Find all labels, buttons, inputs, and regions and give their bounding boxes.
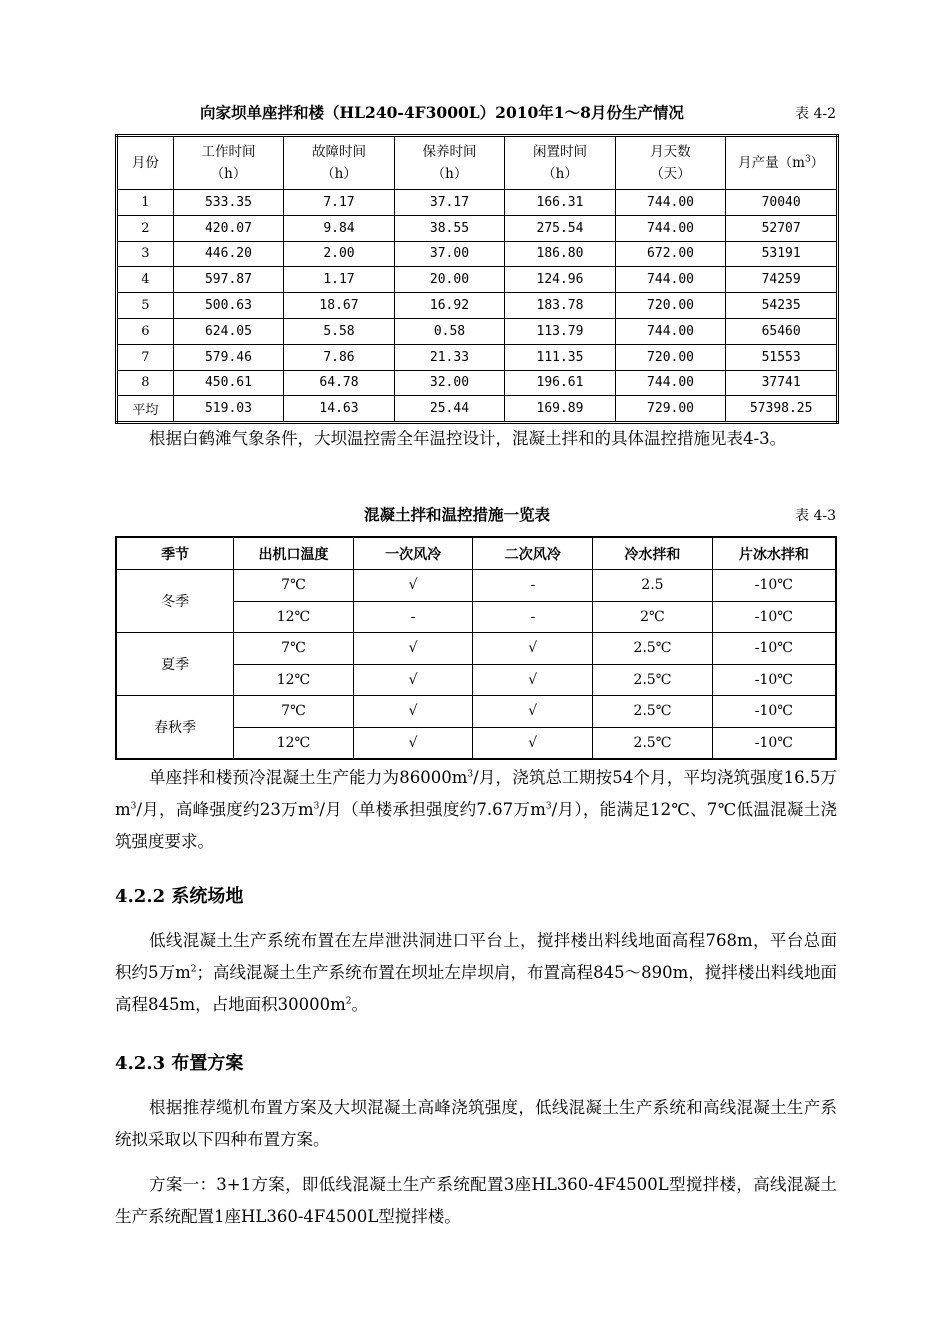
table-cell: 57398.25 [726, 396, 838, 423]
table-cell: 1 [117, 190, 174, 216]
table-cell: 5.58 [284, 318, 394, 344]
table-header-row [117, 136, 838, 190]
table-cell: 1.17 [284, 267, 394, 293]
table-cell: 7.86 [284, 344, 394, 370]
table-cell: - [473, 570, 593, 602]
table-row [117, 344, 838, 370]
table-cell: 124.96 [505, 267, 616, 293]
table-cell: 2.5 [593, 570, 713, 602]
table-cell: 744.00 [615, 215, 726, 241]
header-cell: 冷水拌和 [593, 537, 713, 570]
table-cell: √ [353, 727, 473, 759]
table-row [116, 696, 836, 728]
header-cell: 出机口温度 [234, 537, 354, 570]
table-cell: √ [473, 696, 593, 728]
table-row [116, 633, 836, 665]
paragraph: 根据白鹤滩气象条件，大坝温控需全年温控设计，混凝土拌和的具体温控措施见表4-3。 [149, 429, 787, 448]
table-cell: √ [353, 570, 473, 602]
header-cell: 季节 [116, 537, 234, 570]
table-cell: 14.63 [284, 396, 394, 423]
table-cell: -10℃ [712, 601, 836, 633]
table-cell: 64.78 [284, 370, 394, 396]
header-cell: 片冰水拌和 [712, 537, 836, 570]
table-cell: 18.67 [284, 293, 394, 319]
table-cell: 113.79 [505, 318, 616, 344]
table-cell: 37.17 [394, 190, 504, 216]
header-cell: 保养时间 （h） [394, 136, 504, 190]
paragraph: 单座拌和楼预冷混凝土生产能力为$86000m^3/$月，浇筑总工期按54个月，平均浇筑强度16.5万$m^3/$月，高峰强度约23万$m^3/$月（单楼承担强度约7.67万$m^3/$月），能满足12℃、7℃低温混凝土浇筑强度要求。 [115, 768, 838, 851]
table-cell: 37.00 [394, 241, 504, 267]
header-cell: 月产量$(m^3)$ [726, 136, 838, 190]
table-cell: 38.55 [394, 215, 504, 241]
table-cell: 52707 [726, 215, 838, 241]
table-cell: 53191 [726, 241, 838, 267]
table-header-row [116, 537, 836, 570]
table-cell: 533.35 [173, 190, 284, 216]
table-cell: 74259 [726, 267, 838, 293]
table-cell: 70040 [726, 190, 838, 216]
table-cell: 2.5℃ [593, 727, 713, 759]
table-cell: - [473, 601, 593, 633]
table1-caption: 向家坝单座拌和楼（HL240-4F3000L）2010年1～8月份生产情况 [200, 103, 684, 122]
table-cell: 744.00 [615, 267, 726, 293]
table-row [117, 293, 838, 319]
header-cell: 月份 [117, 136, 174, 190]
section-heading: 4.2.3 布置方案 [115, 1053, 244, 1074]
table-cell: 720.00 [615, 344, 726, 370]
table-cell: 2℃ [593, 601, 713, 633]
table-cell: 672.00 [615, 241, 726, 267]
header-cell: 一次风冷 [353, 537, 473, 570]
season-cell: 冬季 [116, 570, 234, 633]
table-cell: 16.92 [394, 293, 504, 319]
paragraph: 根据推荐缆机布置方案及大坝混凝土高峰浇筑强度，低线混凝土生产系统和高线混凝土生产系统拟采取以下四种布置方案。 [115, 1098, 837, 1149]
table-cell: 8 [117, 370, 174, 396]
temperature-control-table [115, 536, 837, 760]
table-cell: 20.00 [394, 267, 504, 293]
table-cell: -10℃ [712, 727, 836, 759]
table-cell: 186.80 [505, 241, 616, 267]
table-cell: 2.5℃ [593, 696, 713, 728]
table-cell: 2.5℃ [593, 664, 713, 696]
table-cell: 183.78 [505, 293, 616, 319]
table-cell: -10℃ [712, 696, 836, 728]
table-cell: 7℃ [234, 696, 354, 728]
table-row [117, 318, 838, 344]
table-cell: 166.31 [505, 190, 616, 216]
table-row [116, 570, 836, 602]
header-cell: 故障时间 （h） [284, 136, 394, 190]
table-cell: 597.87 [173, 267, 284, 293]
table-cell: - [353, 601, 473, 633]
table-cell: 54235 [726, 293, 838, 319]
table-cell: 平均 [117, 396, 174, 423]
table-cell: √ [353, 664, 473, 696]
table-cell: √ [353, 633, 473, 665]
table-row [117, 190, 838, 216]
table-cell: 275.54 [505, 215, 616, 241]
table-cell: 25.44 [394, 396, 504, 423]
production-table [115, 134, 839, 424]
table-cell: 65460 [726, 318, 838, 344]
table-row [117, 370, 838, 396]
table-cell: 500.63 [173, 293, 284, 319]
table-cell: 37741 [726, 370, 838, 396]
table-cell: 111.35 [505, 344, 616, 370]
table-cell: 7℃ [234, 633, 354, 665]
table-cell: -10℃ [712, 664, 836, 696]
table1-number: 表 4-2 [795, 106, 836, 122]
table-cell: 32.00 [394, 370, 504, 396]
table-cell: 729.00 [615, 396, 726, 423]
table-cell: -10℃ [712, 633, 836, 665]
table-cell: 51553 [726, 344, 838, 370]
table-cell: 420.07 [173, 215, 284, 241]
table-cell: 450.61 [173, 370, 284, 396]
table-cell: √ [473, 664, 593, 696]
table-row [117, 215, 838, 241]
header-cell: 闲置时间 （h） [505, 136, 616, 190]
table-cell: 6 [117, 318, 174, 344]
table-cell: 2 [117, 215, 174, 241]
table-cell: 169.89 [505, 396, 616, 423]
table-cell: √ [473, 727, 593, 759]
section-heading: 4.2.2 系统场地 [115, 886, 244, 907]
table-cell: 12℃ [234, 727, 354, 759]
season-cell: 春秋季 [116, 696, 234, 760]
header-cell: 月天数 （天） [615, 136, 726, 190]
table-cell: 7 [117, 344, 174, 370]
header-cell: 工作时间 （h） [173, 136, 284, 190]
table-cell: 5 [117, 293, 174, 319]
table-cell: 3 [117, 241, 174, 267]
table-cell: 446.20 [173, 241, 284, 267]
table2-number: 表 4-3 [795, 508, 836, 524]
paragraph: 低线混凝土生产系统布置在左岸泄洪洞进口平台上，搅拌楼出料线地面高程768m，平台总面积约5万$m^2$；高线混凝土生产系统布置在坝址左岸坝肩，布置高程845～890m，搅拌楼出料线地面高程845m，占地面积$30000m^2$。 [115, 931, 837, 1014]
table-row [117, 267, 838, 293]
table-cell: 196.61 [505, 370, 616, 396]
table-cell: 720.00 [615, 293, 726, 319]
table-row [117, 241, 838, 267]
table-cell: √ [353, 696, 473, 728]
season-cell: 夏季 [116, 633, 234, 696]
table-cell: 12℃ [234, 601, 354, 633]
header-cell: 二次风冷 [473, 537, 593, 570]
table-cell: 2.5℃ [593, 633, 713, 665]
table-cell: 7.17 [284, 190, 394, 216]
table-cell: 12℃ [234, 664, 354, 696]
table-cell: -10℃ [712, 570, 836, 602]
table-cell: 579.46 [173, 344, 284, 370]
paragraph: 方案一：3+1方案，即低线混凝土生产系统配置3座HL360-4F4500L型搅拌楼，高线混凝土生产系统配置1座HL360-4F4500L型搅拌楼。 [115, 1175, 837, 1226]
table-cell: 21.33 [394, 344, 504, 370]
table-cell: 2.00 [284, 241, 394, 267]
table-cell: √ [473, 633, 593, 665]
table-cell: 624.05 [173, 318, 284, 344]
table-cell: 744.00 [615, 190, 726, 216]
table-row [117, 396, 838, 423]
table2-caption: 混凝土拌和温控措施一览表 [364, 505, 551, 524]
table-cell: 9.84 [284, 215, 394, 241]
table-cell: 744.00 [615, 318, 726, 344]
table-cell: 7℃ [234, 570, 354, 602]
table-cell: 519.03 [173, 396, 284, 423]
table-cell: 744.00 [615, 370, 726, 396]
table-cell: 4 [117, 267, 174, 293]
table-cell: 0.58 [394, 318, 504, 344]
